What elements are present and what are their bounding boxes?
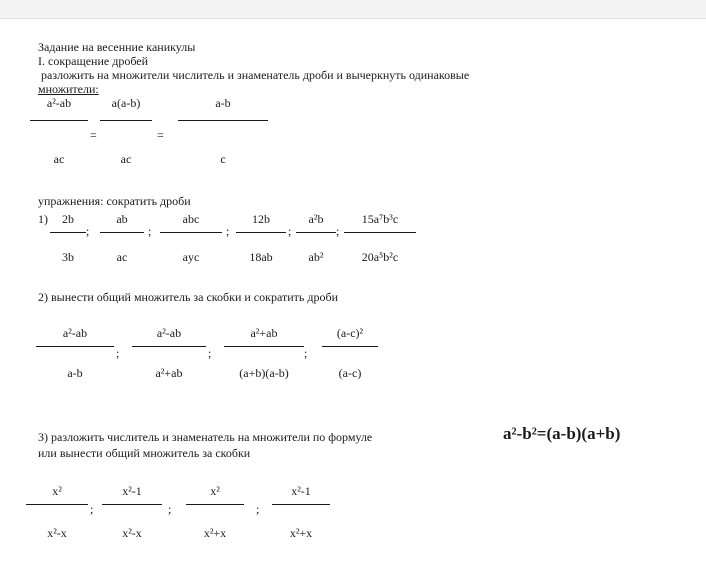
separator: ; xyxy=(304,346,308,360)
denominator: ac xyxy=(116,250,128,264)
exercise-2-fraction xyxy=(36,326,114,382)
example-fraction-2 xyxy=(100,96,152,166)
fraction-bar xyxy=(224,346,304,347)
fraction-bar xyxy=(26,504,88,505)
denominator: 20a⁵b²c xyxy=(361,250,399,264)
denominator: 18ab xyxy=(249,250,273,264)
exercise-2-fraction xyxy=(224,326,304,382)
formula: a²-b²=(a-b)(a+b) xyxy=(503,424,621,443)
fraction-bar xyxy=(272,504,330,505)
numerator: a²-ab xyxy=(46,96,72,110)
denominator: x²-x xyxy=(122,526,142,540)
fraction-bar xyxy=(178,120,268,121)
numerator: x² xyxy=(52,484,62,498)
fraction-bar xyxy=(160,232,222,233)
numerator: a²-ab xyxy=(62,326,88,340)
denominator: 3b xyxy=(62,250,74,264)
exercise-1-fraction xyxy=(100,212,144,268)
numerator: abc xyxy=(182,212,200,226)
equals-sign-2: = xyxy=(157,128,164,142)
fraction-bar xyxy=(186,504,244,505)
numerator: 15a⁷b³c xyxy=(361,212,399,226)
section-1-heading: I. сокращение дробей xyxy=(38,54,149,68)
numerator: ab xyxy=(116,212,128,226)
numerator: 12b xyxy=(252,212,270,226)
fraction-bar xyxy=(100,232,144,233)
fraction-bar xyxy=(132,346,206,347)
denominator: a-b xyxy=(67,366,83,380)
exercise-3-fraction xyxy=(102,484,162,546)
exercise-2-title: 2) вынести общий множитель за скобки и сократить дроби xyxy=(38,290,338,304)
exercises-heading: упражнения: сократить дроби xyxy=(38,194,191,208)
separator: ; xyxy=(168,502,172,516)
separator: ; xyxy=(336,224,340,238)
exercise-1-fraction xyxy=(160,212,222,268)
denominator: (a-c) xyxy=(338,366,362,380)
exercise-1-fraction xyxy=(296,212,336,268)
exercise-1-fraction xyxy=(344,212,416,268)
fraction-bar xyxy=(102,504,162,505)
instruction-1: разложить на множители числитель и знаменатель дроби и вычеркнуть одинаковые xyxy=(41,68,470,82)
equals-sign-1: = xyxy=(90,128,97,142)
separator: ; xyxy=(208,346,212,360)
denominator: ab² xyxy=(308,250,324,264)
exercise-3-fraction xyxy=(26,484,88,546)
fraction-bar xyxy=(322,346,378,347)
exercise-3-fraction xyxy=(272,484,330,546)
exercise-1-label: 1) xyxy=(38,212,48,226)
denominator: ac xyxy=(120,152,132,166)
example-fraction-3 xyxy=(178,96,268,166)
numerator: a-b xyxy=(215,96,231,110)
exercise-2-fraction xyxy=(132,326,206,382)
separator: ; xyxy=(226,224,230,238)
exercise-1-fraction xyxy=(236,212,286,268)
separator: ; xyxy=(90,502,94,516)
numerator: a(a-b) xyxy=(111,96,141,110)
exercise-1-fraction xyxy=(50,212,86,268)
fraction-bar xyxy=(100,120,152,121)
instruction-1-continuation: множители: xyxy=(38,82,99,96)
numerator: x²-1 xyxy=(122,484,142,498)
fraction-bar xyxy=(30,120,88,121)
fraction-bar xyxy=(50,232,86,233)
fraction-bar xyxy=(344,232,416,233)
separator: ; xyxy=(148,224,152,238)
denominator: x²+x xyxy=(289,526,313,540)
denominator: x²+x xyxy=(203,526,227,540)
separator: ; xyxy=(86,224,90,238)
numerator: a²-ab xyxy=(156,326,182,340)
numerator: (a-c)² xyxy=(336,326,364,340)
numerator: x²-1 xyxy=(291,484,311,498)
denominator: (a+b)(a-b) xyxy=(239,366,289,380)
denominator: a²+ab xyxy=(155,366,183,380)
exercise-2-fraction xyxy=(322,326,378,382)
numerator: x² xyxy=(210,484,220,498)
numerator: 2b xyxy=(62,212,74,226)
top-bar xyxy=(0,0,706,19)
fraction-bar xyxy=(236,232,286,233)
exercise-3-title: 3) разложить числитель и знаменатель на множители по формуле xyxy=(38,430,373,444)
denominator: x²-x xyxy=(47,526,67,540)
separator: ; xyxy=(288,224,292,238)
fraction-bar xyxy=(296,232,336,233)
separator: ; xyxy=(116,346,120,360)
exercise-3-title-continuation: или вынести общий множитель за скобки xyxy=(38,446,251,460)
denominator: ac xyxy=(53,152,65,166)
denominator: ayc xyxy=(182,250,200,264)
fraction-bar xyxy=(36,346,114,347)
separator: ; xyxy=(256,502,260,516)
numerator: a²b xyxy=(308,212,324,226)
example-fraction-1 xyxy=(30,96,88,166)
denominator: c xyxy=(220,152,226,166)
exercise-3-fraction xyxy=(186,484,244,546)
assignment-title: Задание на весенние каникулы xyxy=(38,40,196,54)
numerator: a²+ab xyxy=(250,326,278,340)
